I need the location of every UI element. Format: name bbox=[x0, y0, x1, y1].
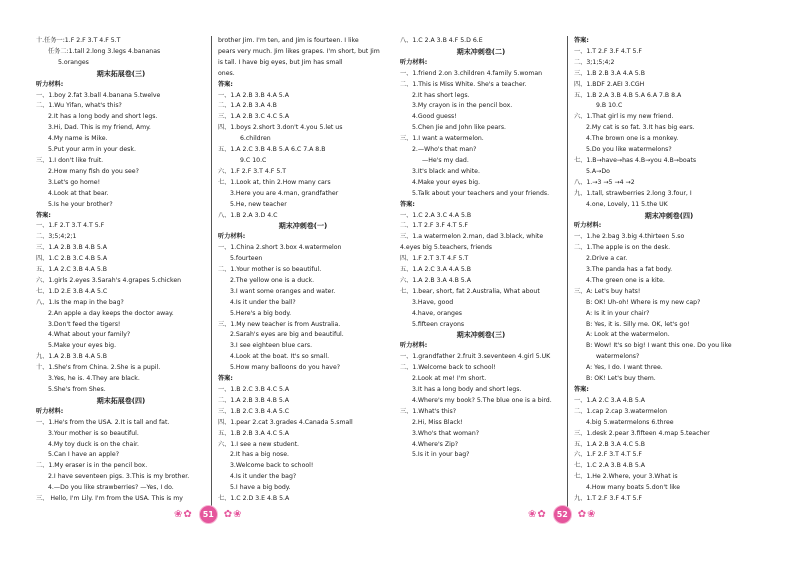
answer-line: 4.Look at the boat. It's so small. bbox=[230, 353, 330, 361]
answer-line: 二、1.The apple is on the desk. bbox=[574, 244, 671, 252]
answer-line: 三、1.B 2.B 3.A 4.A 5.B bbox=[574, 69, 645, 77]
answer-line: 4.big 5.watermelons 6.three bbox=[586, 418, 674, 426]
answer-line: 2.Drive a car. bbox=[586, 255, 628, 263]
section-heading: 期末冲刺卷(二) bbox=[456, 47, 506, 56]
answer-line: A: Look at the watermelon. bbox=[586, 331, 670, 339]
answer-line: 七、1.bear, short, fat 2.Australia, What about bbox=[400, 287, 540, 295]
answer-line: 十.任务一:1.F 2.F 3.T 4.F 5.T bbox=[36, 37, 121, 44]
answer-line: 3.Yes, he is. 4.They are black. bbox=[48, 375, 140, 383]
answer-line: 六、1.girls 2.eyes 3.Sarah's 4.grapes 5.chicken bbox=[36, 276, 182, 284]
answer-line: 3.Have, good bbox=[412, 298, 454, 306]
answer-line: watermelons? bbox=[596, 353, 640, 361]
answer-line: 六、1.I see a new student. bbox=[218, 440, 300, 448]
answer-line: 七、1.He 2.Where, your 3.What is bbox=[574, 473, 678, 481]
answer-line: B: OK! Uh-oh! Where is my new cap? bbox=[586, 298, 701, 306]
answer-line: 一、1.T 2.F 3.F 4.T 5.F bbox=[574, 47, 642, 55]
answer-line: 4.The green one is a kite. bbox=[586, 276, 665, 284]
answer-line: 九、1.A 2.B 3.B 4.A 5.B bbox=[36, 353, 107, 361]
answer-line: brother Jim. I'm ten, and Jim is fourteen. I like bbox=[218, 37, 359, 44]
answer-line: 4.Is it under the ball? bbox=[230, 298, 296, 306]
answer-line: 4.eyes big 5.teachers, friends bbox=[400, 244, 492, 252]
column-divider bbox=[211, 36, 212, 508]
answer-line: 十、1.She's from China. 2.She is a pupil. bbox=[36, 364, 161, 372]
answer-line: 六、1.A 2.B 3.A 4.B 5.A bbox=[400, 276, 471, 284]
answer-line: 四、1.BDF 2.AEI 3.CGH bbox=[574, 80, 645, 88]
answer-line: B: Yes, it is. Silly me. OK, let's go! bbox=[586, 320, 690, 328]
answer-line: —He's my dad. bbox=[422, 156, 469, 164]
sub-heading: 答案: bbox=[574, 386, 589, 393]
answer-line: 3.Welcome back to school! bbox=[230, 462, 314, 470]
answer-line: 4.How many boats 5.don't like bbox=[586, 484, 681, 492]
answer-line: 4.My toy duck is on the chair. bbox=[48, 440, 139, 448]
answer-line: 八、1.B 2.A 3.D 4.C bbox=[218, 211, 278, 219]
answer-line: 三、1.A 2.B 3.C 4.C 5.A bbox=[218, 113, 290, 121]
answer-line: 三、1.a watermelon 2.man, dad 3.black, white bbox=[400, 233, 544, 241]
sub-heading: 答案: bbox=[574, 37, 589, 44]
answer-line: B: OK! Let's buy them. bbox=[586, 375, 656, 383]
answer-line: 5.oranges bbox=[58, 58, 89, 66]
answer-line: 4.Where's my book? 5.The blue one is a bird. bbox=[412, 396, 552, 404]
answer-line: 3.Who's that woman? bbox=[412, 429, 480, 437]
sub-heading: 听力材料: bbox=[36, 80, 64, 88]
answer-line: 一、1.C 2.A 3.C 4.A 5.B bbox=[400, 211, 472, 219]
answer-line: 二、3;1;5;4;2 bbox=[574, 58, 615, 66]
answer-line: 5.Is he your brother? bbox=[48, 200, 113, 208]
answer-line: 六、1.F 2.F 3.T 4.T 5.F bbox=[574, 451, 642, 459]
sub-heading: 听力材料: bbox=[574, 222, 602, 230]
answer-line: 4.The brown one is a monkey. bbox=[586, 135, 679, 143]
answer-line: 三、1.B 2.C 3.B 4.A 5.C bbox=[218, 407, 290, 415]
flower-ornament-icon: ✿❀ bbox=[577, 508, 597, 520]
sub-heading: 听力材料: bbox=[218, 233, 246, 241]
answer-line: 二、1.T 2.F 3.F 4.T 5.F bbox=[400, 222, 468, 230]
answer-line: 四、1.boys 2.short 3.don't 4.you 5.let us bbox=[218, 124, 343, 132]
answer-line: 九、1.T 2.F 3.F 4.T 5.F bbox=[574, 495, 642, 503]
section-heading: 期末冲刺卷(四) bbox=[644, 211, 694, 220]
section-heading: 期末冲刺卷(一) bbox=[278, 222, 328, 231]
answer-line: 七、1.Look at, thin 2.How many cars bbox=[218, 178, 331, 186]
answer-line: 5.He, new teacher bbox=[230, 200, 287, 208]
answer-line: 3.Let's go home! bbox=[48, 178, 101, 186]
answer-line: 2.An apple a day keeps the doctor away. bbox=[48, 309, 174, 317]
answer-line: 5.Make your eyes big. bbox=[48, 342, 117, 350]
answer-line: pears very much. Jim likes grapes. I'm short, but Jim bbox=[218, 47, 380, 55]
answer-line: ones. bbox=[218, 69, 235, 77]
answer-line: 5.Is it in your bag? bbox=[412, 451, 470, 459]
answer-line: 4.have, oranges bbox=[412, 309, 463, 317]
answer-line: 一、1.He's from the USA. 2.It is tall and fat. bbox=[36, 418, 170, 426]
answer-line: 六、1.F 2.F 3.T 4.F 5.T bbox=[218, 167, 286, 175]
answer-line: 5.fifteen crayons bbox=[412, 320, 465, 328]
answer-line: 三、A: Let's buy hats! bbox=[574, 287, 641, 295]
answer-line: 3.Hi, Dad. This is my friend, Amy. bbox=[48, 124, 151, 132]
answer-line: 5.She's from Shes. bbox=[48, 386, 106, 393]
answer-line: 二、1.A 2.B 3.A 4.B bbox=[218, 102, 277, 110]
flower-ornament-icon: ❀✿ bbox=[528, 508, 547, 520]
answer-line: 一、1.China 2.short 3.box 4.watermelon bbox=[218, 244, 342, 252]
answer-line: 5.A→Do bbox=[586, 167, 610, 175]
answer-line: 一、1.boy 2.fat 3.ball 4.banana 5.twelve bbox=[36, 91, 161, 99]
answer-line: 5.Chen Jie and John like pears. bbox=[412, 124, 507, 132]
sub-heading: 听力材料: bbox=[400, 58, 428, 66]
answer-line: 四、1.F 2.T 3.T 4.F 5.T bbox=[400, 255, 469, 263]
answer-line: 9.C 10.C bbox=[240, 156, 267, 164]
answer-line: 任务二:1.tall 2.long 3.legs 4.bananas bbox=[48, 47, 161, 55]
answer-line: 七、1.D 2.E 3.B 4.A 5.C bbox=[36, 287, 108, 295]
answer-line: 2.It has a big nose. bbox=[230, 451, 290, 459]
answer-line: 2.Sarah's eyes are big and beautiful. bbox=[230, 331, 344, 339]
answer-line: 四、1.C 2.B 3.C 4.B 5.A bbox=[36, 255, 108, 263]
answer-line: 二、1.cap 2.cap 3.watermelon bbox=[574, 407, 668, 415]
answer-line: 2.It has a long body and short legs. bbox=[48, 113, 158, 121]
answer-line: 五、1.A 2.C 3.B 4.B 5.A 6.C 7.A 8.B bbox=[218, 146, 326, 154]
answer-line: 一、1.F 2.T 3.T 4.T 5.F bbox=[36, 222, 105, 230]
answer-line: 五、1.A 2.C 3.A 4.A 5.B bbox=[400, 266, 472, 274]
answer-line: 二、1.My eraser is in the pencil box. bbox=[36, 462, 148, 470]
answer-line: 六、1.That girl is my new friend. bbox=[574, 113, 674, 121]
flower-ornament-icon: ✿❀ bbox=[223, 508, 243, 520]
sub-heading: 答案: bbox=[36, 211, 51, 219]
section-heading: 期末冲刺卷(三) bbox=[456, 331, 506, 340]
answer-line: 5.fourteen bbox=[230, 255, 263, 263]
answer-line: 七、1.B→have→has 4.B→you 4.B→boats bbox=[574, 156, 697, 164]
page-number-left bbox=[174, 505, 243, 523]
flower-ornament-icon: ❀✿ bbox=[174, 508, 193, 520]
answer-column-3 bbox=[400, 36, 562, 461]
answer-line: 七、1.C 2.A 3.B 4.B 5.A bbox=[574, 462, 646, 470]
answer-line: 五、1.B 2.A 3.B 4.B 5.A 6.A 7.B 8.A bbox=[574, 91, 682, 99]
column-divider bbox=[567, 36, 568, 508]
answer-line: 3.It's black and white. bbox=[412, 167, 480, 175]
answer-line: 4.Look at that bear. bbox=[48, 189, 109, 197]
answer-line: 五、1.B 2.B 3.A 4.C 5.A bbox=[218, 429, 290, 437]
answer-line: 4.one, Lovely, 11 5.the UK bbox=[586, 200, 668, 208]
answer-line: 二、1.This is Miss White. She's a teacher. bbox=[400, 80, 527, 88]
answer-line: 一、1.he 2.bag 3.big 4.thirteen 5.so bbox=[574, 233, 685, 241]
answer-line: 3.Don't feed the tigers! bbox=[48, 320, 121, 328]
sub-heading: 听力材料: bbox=[36, 407, 64, 415]
sub-heading: 答案: bbox=[400, 200, 415, 208]
answer-line: 三、1.I don't like fruit. bbox=[36, 156, 104, 164]
answer-line: 5.Talk about your teachers and your friends. bbox=[412, 189, 550, 197]
answer-line: 4.My name is Mike. bbox=[48, 135, 108, 143]
sub-heading: 答案: bbox=[218, 375, 233, 383]
answer-line: A: Yes, I do. I want three. bbox=[586, 364, 663, 372]
answer-line: 9.B 10.C bbox=[596, 102, 623, 110]
answer-line: 3.Here you are 4.man, grandfather bbox=[230, 189, 339, 197]
answer-line: 2.Hi, Miss Black! bbox=[412, 418, 463, 426]
answer-line: 2.It has short legs. bbox=[412, 91, 470, 99]
answer-line: A: Is it in your chair? bbox=[586, 309, 650, 317]
answer-line: 五、1.A 2.C 3.B 4.A 5.B bbox=[36, 266, 108, 274]
answer-line: 6.children bbox=[240, 135, 271, 143]
answer-line: 3.It has a long body and short legs. bbox=[412, 386, 522, 393]
answer-line: 3.I see eighteen blue cars. bbox=[230, 342, 313, 350]
answer-line: 2.Look at me! I'm short. bbox=[412, 375, 487, 383]
answer-line: 5.I have a big body. bbox=[230, 484, 291, 492]
answer-line: 八、1.→3 →5 →4 →2 bbox=[574, 178, 635, 186]
answer-line: 4.Good guess! bbox=[412, 113, 457, 121]
answer-line: 4.Make your eyes big. bbox=[412, 178, 481, 186]
answer-line: 2.How many fish do you see? bbox=[48, 167, 139, 175]
answer-line: 5.Can I have an apple? bbox=[48, 451, 119, 459]
answer-line: 八、1.C 2.A 3.B 4.F 5.D 6.E bbox=[400, 37, 483, 44]
answer-line: 二、1.A 2.B 3.B 4.B 5.A bbox=[218, 396, 289, 404]
answer-column-1 bbox=[36, 36, 206, 505]
answer-line: 5.Put your arm in your desk. bbox=[48, 146, 136, 154]
answer-line: 5.How many balloons do you have? bbox=[230, 364, 341, 372]
page-number-right bbox=[528, 505, 597, 523]
sub-heading: 答案: bbox=[218, 80, 233, 88]
answer-line: 2.I have seventeen pigs. 3.This is my brother. bbox=[48, 473, 190, 481]
section-heading: 期末拓展卷(三) bbox=[96, 69, 146, 78]
answer-line: 二、3;5;4;2;1 bbox=[36, 233, 77, 241]
answer-line: 2.The yellow one is a duck. bbox=[230, 276, 315, 284]
answer-column-2 bbox=[218, 36, 388, 505]
answer-line: 一、1.B 2.C 3.B 4.C 5.A bbox=[218, 386, 290, 393]
answer-line: 3.Your mother is so beautiful. bbox=[48, 429, 139, 437]
answer-line: 三、 Hello, I'm Lily. I'm from the USA. This is my bbox=[36, 495, 183, 503]
answer-line: 九、1.tall, strawberries 2.long 3.four, I bbox=[574, 189, 692, 197]
answer-line: 5.Do you like watermelons? bbox=[586, 146, 672, 154]
answer-line: 三、1.I want a watermelon. bbox=[400, 135, 484, 143]
answer-line: 4.—Do you like strawberries? —Yes, I do. bbox=[48, 484, 174, 492]
answer-line: 二、1.Welcome back to school! bbox=[400, 364, 496, 372]
answer-line: 一、1.grandfather 2.fruit 3.seventeen 4.girl 5.UK bbox=[400, 353, 551, 361]
answer-line: 5.Here's a big body. bbox=[230, 309, 292, 317]
answer-line: 三、1.What's this? bbox=[400, 407, 457, 415]
answer-line: 一、1.friend 2.on 3.children 4.family 5.woman bbox=[400, 69, 543, 77]
page-number-badge: 52 bbox=[553, 505, 572, 524]
answer-line: 八、1.Is the map in the bag? bbox=[36, 298, 124, 306]
answer-line: 七、1.C 2.D 3.E 4.B 5.A bbox=[218, 495, 290, 503]
answer-line: is tall. I have big eyes, but Jim has small bbox=[218, 58, 343, 66]
answer-line: 二、1.Wu Yifan, what's this? bbox=[36, 102, 122, 110]
answer-line: 2.—Who's that man? bbox=[412, 146, 477, 154]
answer-line: 一、1.A 2.B 3.B 4.A 5.A bbox=[218, 91, 289, 99]
answer-line: 3.I want some oranges and water. bbox=[230, 287, 336, 295]
answer-line: 2.My cat is so fat. 3.It has big ears. bbox=[586, 124, 695, 132]
answer-line: 三、1.My new teacher is from Australia. bbox=[218, 320, 341, 328]
page-number-badge: 51 bbox=[199, 505, 218, 524]
answer-line: 一、1.A 2.C 3.A 4.B 5.A bbox=[574, 396, 646, 404]
answer-line: 4.Where's Zip? bbox=[412, 440, 459, 448]
answer-line: 三、1.desk 2.pear 3.fifteen 4.map 5.teacher bbox=[574, 429, 710, 437]
answer-line: 三、1.A 2.B 3.B 4.B 5.A bbox=[36, 244, 107, 252]
sub-heading: 听力材料: bbox=[400, 342, 428, 350]
answer-line: 二、1.Your mother is so beautiful. bbox=[218, 266, 322, 274]
answer-line: B: Wow! It's so big! I want this one. Do you like bbox=[586, 342, 732, 350]
section-heading: 期末拓展卷(四) bbox=[96, 396, 146, 405]
answer-column-4 bbox=[574, 36, 764, 505]
answer-line: 五、1.A 2.B 3.A 4.C 5.B bbox=[574, 440, 646, 448]
answer-line: 3.My crayon is in the pencil box. bbox=[412, 102, 513, 110]
answer-line: 4.Is it under the bag? bbox=[230, 473, 297, 481]
answer-line: 4.What about your family? bbox=[48, 331, 131, 339]
answer-line: 3.The panda has a fat body. bbox=[586, 266, 673, 274]
answer-line: 四、1.pear 2.cat 3.grades 4.Canada 5.small bbox=[218, 418, 353, 426]
